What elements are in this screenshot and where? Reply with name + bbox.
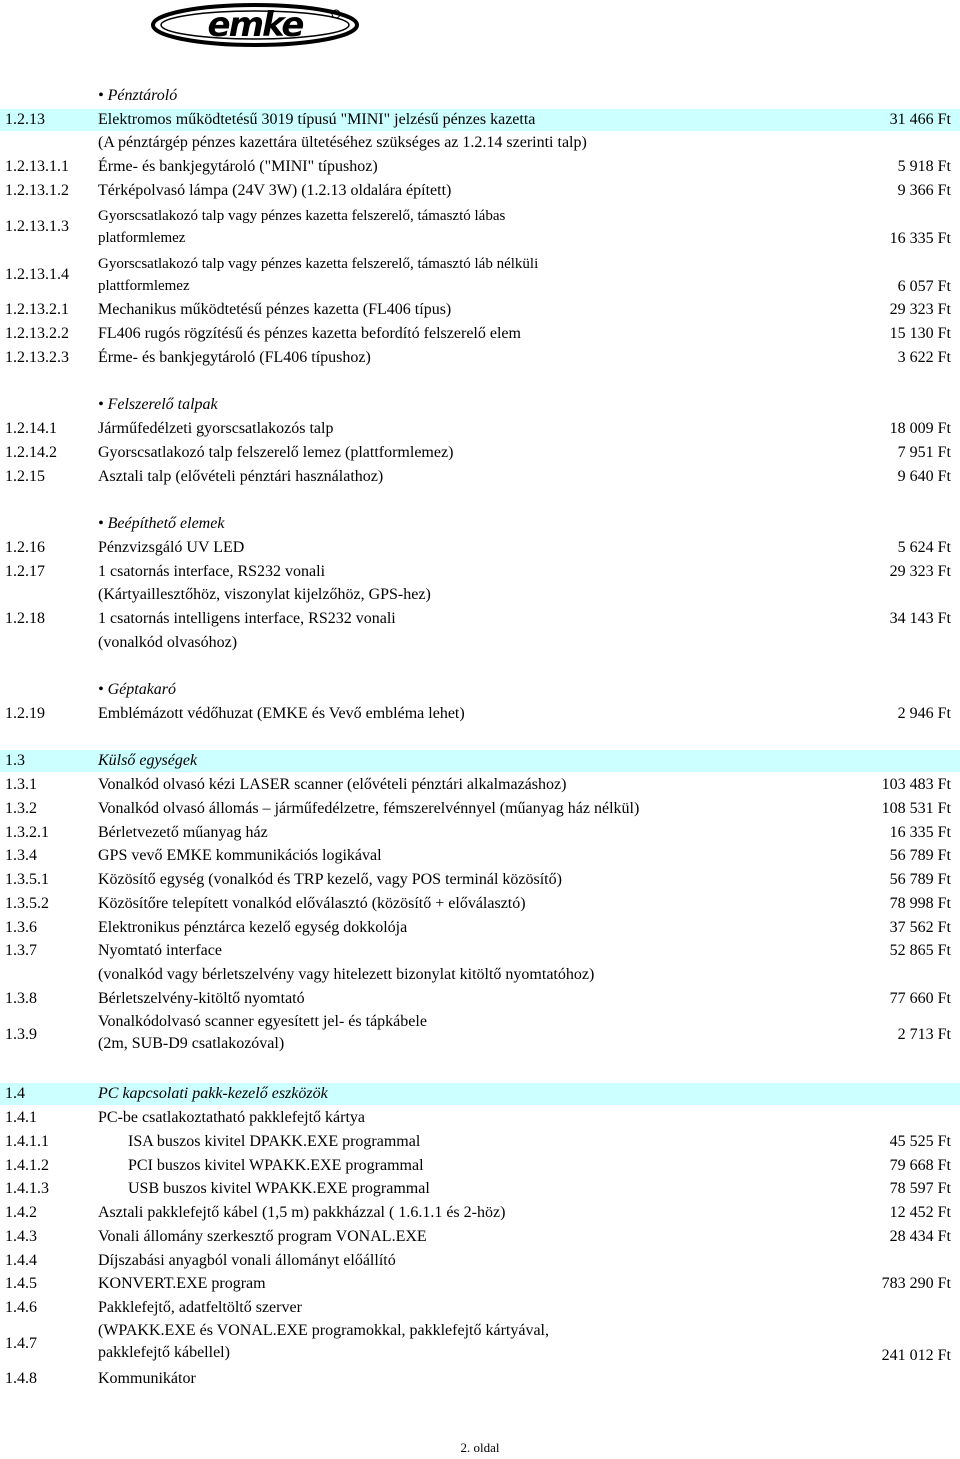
item-code: 1.3.8: [5, 990, 37, 1007]
item-description: (vonalkód vagy bérletszelvény vagy hitelezett bizonylat kitöltő nyomtatóhoz): [98, 966, 595, 983]
price-row: [0, 631, 960, 655]
item-price: 783 290 Ft: [881, 1275, 951, 1292]
item-description: (A pénztárgép pénzes kazettára ültetéséhez szükséges az 1.2.14 szerinti talp): [98, 134, 587, 151]
item-price: 2 946 Ft: [897, 705, 951, 722]
item-code: 1.2.19: [5, 705, 45, 722]
item-description: Pakklefejtő, adatfeltöltő szerver: [98, 1299, 302, 1316]
price-row: [0, 916, 960, 940]
price-row: [0, 1130, 960, 1154]
item-price: 78 998 Ft: [889, 895, 951, 912]
item-price: 103 483 Ft: [881, 776, 951, 793]
item-code: 1.3.1: [5, 776, 37, 793]
item-description-line: pakklefejtő kábellel): [98, 1344, 230, 1361]
item-description-line: Gyorscsatlakozó talp vagy pénzes kazetta felszerelő, támasztó láb nélküli: [98, 256, 539, 272]
item-price: 5 918 Ft: [897, 158, 951, 175]
item-price: 241 012 Ft: [881, 1347, 951, 1364]
item-code: 1.4.2: [5, 1204, 37, 1221]
item-code: 1.2.13.1.3: [5, 218, 69, 235]
price-row: [0, 322, 960, 346]
item-description-line: (WPAKK.EXE és VONAL.EXE programokkal, pakklefejtő kártyával,: [98, 1322, 549, 1339]
item-code: 1.4.5: [5, 1275, 37, 1292]
item-code: 1.4.7: [5, 1335, 37, 1352]
item-price: 45 525 Ft: [889, 1133, 951, 1150]
item-price: 108 531 Ft: [881, 800, 951, 817]
item-price: 7 951 Ft: [897, 444, 951, 461]
item-price: 37 562 Ft: [889, 919, 951, 936]
item-code: 1.3.4: [5, 847, 37, 864]
item-code: 1.2.13.1.1: [5, 158, 69, 175]
item-code: 1.2.17: [5, 563, 45, 580]
item-description: Mechanikus működtetésű pénzes kazetta (FL406 típus): [98, 301, 452, 318]
item-description: Közösítő egység (vonalkód és TRP kezelő, vagy POS terminál közösítő): [98, 871, 562, 888]
item-description: Külső egységek: [98, 752, 198, 769]
price-row: [0, 1225, 960, 1249]
item-description: USB buszos kivitel WPAKK.EXE programmal: [128, 1180, 430, 1197]
item-price: 77 660 Ft: [889, 990, 951, 1007]
item-code: 1.4.3: [5, 1228, 37, 1245]
item-code: 1.4.8: [5, 1370, 37, 1387]
price-row: [0, 963, 960, 987]
price-row: [0, 465, 960, 489]
item-description: Nyomtató interface: [98, 942, 222, 959]
item-description: Kommunikátor: [98, 1370, 196, 1387]
item-description-line: platformlemez: [98, 230, 186, 246]
price-row: [0, 1106, 960, 1130]
item-description: Emblémázott védőhuzat (EMKE és Vevő embléma lehet): [98, 705, 465, 722]
item-description: Érme- és bankjegytároló ("MINI" típushoz): [98, 158, 378, 175]
item-description: Gyorscsatlakozó talp felszerelő lemez (plattformlemez): [98, 444, 454, 461]
item-price: 52 865 Ft: [889, 942, 951, 959]
section-heading: [0, 393, 960, 417]
item-description: Vonalkód olvasó állomás – járműfedélzetre, fémszerelvénnyel (műanyag ház nélkül): [98, 800, 640, 817]
item-description: FL406 rugós rögzítésű és pénzes kazetta befordító felszerelő elem: [98, 325, 521, 342]
item-code: 1.2.15: [5, 468, 45, 485]
section-heading-text: • Pénztároló: [98, 87, 178, 104]
item-code: 1.4.1.1: [5, 1133, 49, 1150]
price-row: [0, 251, 960, 299]
section-heading-text: • Beépíthető elemek: [98, 515, 225, 532]
price-row: [0, 844, 960, 868]
price-row: [0, 749, 960, 773]
item-code: 1.2.13.1.2: [5, 182, 69, 199]
price-row: [0, 346, 960, 370]
price-row: [0, 417, 960, 441]
item-price: 34 143 Ft: [889, 610, 951, 627]
section-heading-text: • Felszerelő talpak: [98, 396, 218, 413]
item-price: 78 597 Ft: [889, 1180, 951, 1197]
item-code: 1.3.6: [5, 919, 37, 936]
item-description: 1 csatornás interface, RS232 vonali: [98, 563, 326, 580]
item-description: (vonalkód olvasóhoz): [98, 634, 238, 651]
item-code: 1.2.14.1: [5, 420, 57, 437]
item-description: Asztali talp (elővételi pénztári használathoz): [98, 468, 384, 485]
item-price: 9 640 Ft: [897, 468, 951, 485]
price-row: [0, 131, 960, 155]
logo-text: emke: [207, 5, 303, 45]
price-row: [0, 1082, 960, 1106]
item-price: 18 009 Ft: [889, 420, 951, 437]
item-code: 1.4.4: [5, 1252, 37, 1269]
item-description: Elektromos működtetésű 3019 típusú "MINI" jelzésű pénzes kazetta: [98, 111, 536, 128]
item-price: 6 057 Ft: [897, 278, 951, 295]
item-description: [98, 205, 505, 249]
item-code: 1.3.2: [5, 800, 37, 817]
item-description: ISA buszos kivitel DPAKK.EXE programmal: [128, 1133, 421, 1150]
item-price: 9 366 Ft: [897, 182, 951, 199]
item-price: 5 624 Ft: [897, 539, 951, 556]
price-row: [0, 607, 960, 631]
price-row: [0, 1320, 960, 1368]
item-price: 12 452 Ft: [889, 1204, 951, 1221]
item-code: 1.2.13: [5, 111, 45, 128]
item-description: [98, 253, 538, 297]
item-description: [98, 1320, 549, 1364]
item-code: 1.4.1: [5, 1109, 37, 1126]
item-description-line: Gyorscsatlakozó talp vagy pénzes kazetta felszerelő, támasztó lábas: [98, 208, 506, 224]
item-description: 1 csatornás intelligens interface, RS232 vonali: [98, 610, 396, 627]
item-price: 2 713 Ft: [897, 1026, 951, 1043]
price-row: [0, 1154, 960, 1178]
item-description: Asztali pakklefejtő kábel (1,5 m) pakkházzal ( 1.6.1.1 és 2-höz): [98, 1204, 506, 1221]
price-row: [0, 868, 960, 892]
item-price: 16 335 Ft: [889, 824, 951, 841]
price-row: [0, 1296, 960, 1320]
item-description: Bérletvezető műanyag ház: [98, 824, 268, 841]
price-row: [0, 203, 960, 251]
item-price: 15 130 Ft: [889, 325, 951, 342]
item-code: 1.3.5.1: [5, 871, 49, 888]
item-description: PCI buszos kivitel WPAKK.EXE programmal: [128, 1157, 424, 1174]
item-price: 79 668 Ft: [889, 1157, 951, 1174]
item-description: Elektronikus pénztárca kezelő egység dokkolója: [98, 919, 408, 936]
price-row: [0, 797, 960, 821]
item-description: KONVERT.EXE program: [98, 1275, 266, 1292]
section-heading: [0, 512, 960, 536]
item-description: Érme- és bankjegytároló (FL406 típushoz): [98, 349, 371, 366]
item-description: (Kártyaillesztőhöz, viszonylat kijelzőhöz, GPS-hez): [98, 586, 431, 603]
price-row: [0, 441, 960, 465]
item-description: Vonalkód olvasó kézi LASER scanner (elővételi pénztári alkalmazáshoz): [98, 776, 567, 793]
price-row: [0, 821, 960, 845]
item-description-line: Vonalkódolvasó scanner egyesített jel- és tápkábele: [98, 1013, 427, 1030]
item-code: 1.4.1.2: [5, 1157, 49, 1174]
item-price: 29 323 Ft: [889, 563, 951, 580]
price-row: [0, 1177, 960, 1201]
item-description: PC-be csatlakoztatható pakklefejtő kártya: [98, 1109, 366, 1126]
price-row: [0, 1011, 960, 1059]
price-row: [0, 155, 960, 179]
item-description: Díjszabási anyagból vonali állományt előállító: [98, 1252, 396, 1269]
price-row: [0, 1249, 960, 1273]
section-heading-text: • Géptakaró: [98, 681, 177, 698]
item-description: Közösítőre telepített vonalkód előválasztó (közösítő + előválasztó): [98, 895, 526, 912]
price-row: [0, 583, 960, 607]
price-row: [0, 179, 960, 203]
price-row: [0, 1272, 960, 1296]
item-description: [98, 1011, 427, 1055]
page-number: 2. oldal: [460, 1440, 500, 1455]
item-code: 1.3.9: [5, 1026, 37, 1043]
item-code: 1.3.7: [5, 942, 37, 959]
item-code: 1.4.6: [5, 1299, 37, 1316]
item-price: 28 434 Ft: [889, 1228, 951, 1245]
price-row: [0, 892, 960, 916]
item-code: 1.2.13.1.4: [5, 266, 69, 283]
item-price: 31 466 Ft: [889, 111, 951, 128]
item-code: 1.2.16: [5, 539, 45, 556]
item-description: GPS vevő EMKE kommunikációs logikával: [98, 847, 382, 864]
item-description: Pénzvizsgáló UV LED: [98, 539, 245, 556]
price-row: [0, 1367, 960, 1391]
item-code: 1.4.1.3: [5, 1180, 49, 1197]
item-description: PC kapcsolati pakk-kezelő eszközök: [98, 1085, 328, 1102]
price-row: [0, 298, 960, 322]
item-price: 56 789 Ft: [889, 871, 951, 888]
price-row: [0, 108, 960, 132]
item-code: 1.3.5.2: [5, 895, 49, 912]
item-code: 1.2.13.2.1: [5, 301, 69, 318]
item-code: 1.2.13.2.2: [5, 325, 69, 342]
item-price: 16 335 Ft: [889, 230, 951, 247]
item-code: 1.4: [5, 1085, 25, 1102]
item-code: 1.2.14.2: [5, 444, 57, 461]
item-code: 1.2.13.2.3: [5, 349, 69, 366]
price-row: [0, 560, 960, 584]
item-description-line: plattformlemez: [98, 278, 190, 294]
price-row: [0, 987, 960, 1011]
item-description: Bérletszelvény-kitöltő nyomtató: [98, 990, 305, 1007]
section-heading: [0, 84, 960, 108]
item-price: 29 323 Ft: [889, 301, 951, 318]
item-description: Térképolvasó lámpa (24V 3W) (1.2.13 oldalára épített): [98, 182, 452, 199]
price-row: [0, 1201, 960, 1225]
item-description: Vonali állomány szerkesztő program VONAL.EXE: [98, 1228, 427, 1245]
item-code: 1.3: [5, 752, 25, 769]
item-code: 1.2.18: [5, 610, 45, 627]
item-description: Járműfedélzeti gyorscsatlakozós talp: [98, 420, 334, 437]
item-price: 3 622 Ft: [897, 349, 951, 366]
item-description-line: (2m, SUB-D9 csatlakozóval): [98, 1035, 285, 1052]
section-heading: [0, 678, 960, 702]
price-row: [0, 773, 960, 797]
price-row: [0, 939, 960, 963]
price-row: [0, 702, 960, 726]
item-price: 56 789 Ft: [889, 847, 951, 864]
item-code: 1.3.2.1: [5, 824, 49, 841]
price-row: [0, 536, 960, 560]
